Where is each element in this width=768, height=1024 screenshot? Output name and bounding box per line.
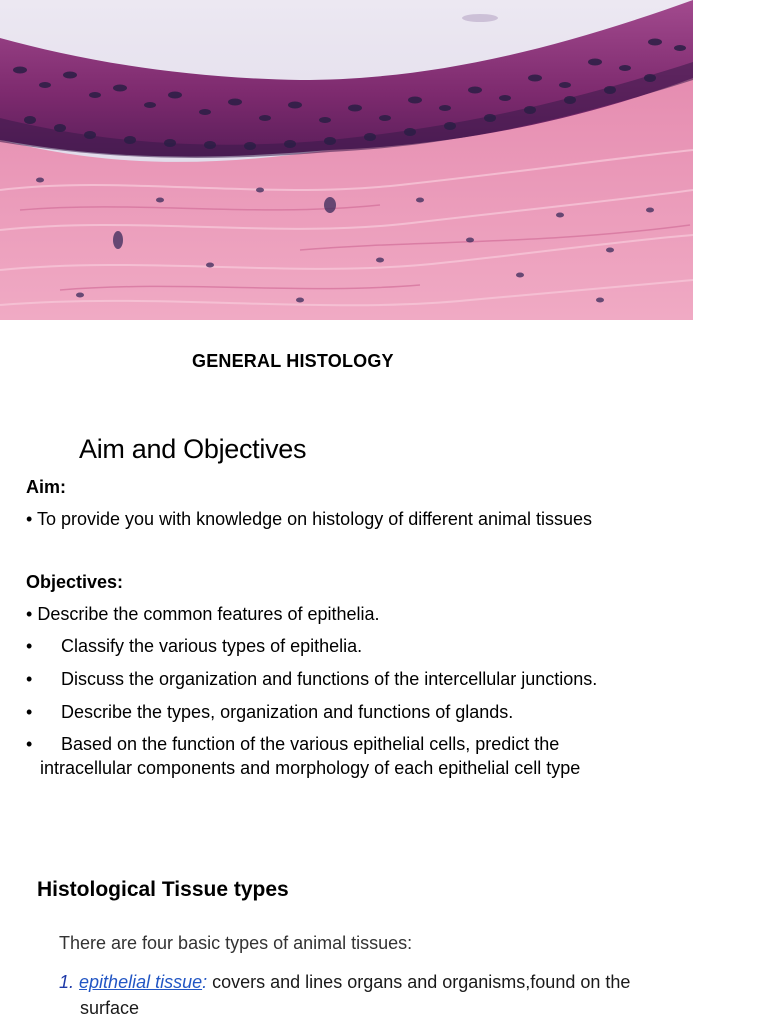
objective-text: Based on the function of the various epithelial cells, predict the bbox=[61, 734, 560, 754]
histology-micrograph-image bbox=[0, 0, 693, 320]
tissue-types-intro: There are four basic types of animal tissues: bbox=[59, 933, 413, 953]
objective-text: Discuss the organization and functions of the intercellular junctions. bbox=[61, 669, 598, 689]
objective-item bbox=[26, 604, 380, 625]
list-number: 1. bbox=[59, 972, 75, 992]
bullet-marker: • bbox=[26, 636, 33, 656]
objective-text: Describe the types, organization and functions of glands. bbox=[61, 702, 514, 722]
bullet-marker: • bbox=[26, 604, 33, 624]
objective-text: Describe the common features of epithelia. bbox=[37, 604, 380, 624]
objective-item bbox=[26, 636, 362, 657]
objective-text: Classify the various types of epithelia. bbox=[61, 636, 363, 656]
tissue-description: covers and lines organs and organisms,found on the bbox=[207, 972, 631, 992]
aim-item-text: To provide you with knowledge on histology of different animal tissues bbox=[37, 509, 592, 529]
document-title: GENERAL HISTOLOGY bbox=[192, 351, 394, 371]
objectives-label: Objectives: bbox=[26, 572, 124, 592]
bullet-marker: • bbox=[26, 669, 33, 689]
epithelium-micrograph-icon bbox=[0, 0, 693, 320]
aim-objectives-heading: Aim and Objectives bbox=[79, 434, 307, 464]
objective-item bbox=[26, 669, 597, 690]
objective-continuation: intracellular components and morphology of each epithelial cell type bbox=[40, 758, 581, 778]
tissue-types-heading: Histological Tissue types bbox=[37, 878, 289, 901]
term-colon: : bbox=[202, 972, 208, 992]
tissue-description-continuation: surface bbox=[80, 998, 140, 1018]
tissue-list-item bbox=[59, 969, 709, 1021]
objective-item bbox=[26, 702, 513, 723]
bullet-marker: • bbox=[26, 702, 33, 722]
bullet-marker: • bbox=[26, 509, 33, 529]
bullet-marker: • bbox=[26, 734, 33, 754]
aim-item bbox=[26, 509, 592, 530]
aim-label: Aim: bbox=[26, 477, 66, 497]
epithelial-tissue-link[interactable]: epithelial tissue bbox=[79, 972, 203, 992]
objective-item bbox=[26, 734, 559, 755]
